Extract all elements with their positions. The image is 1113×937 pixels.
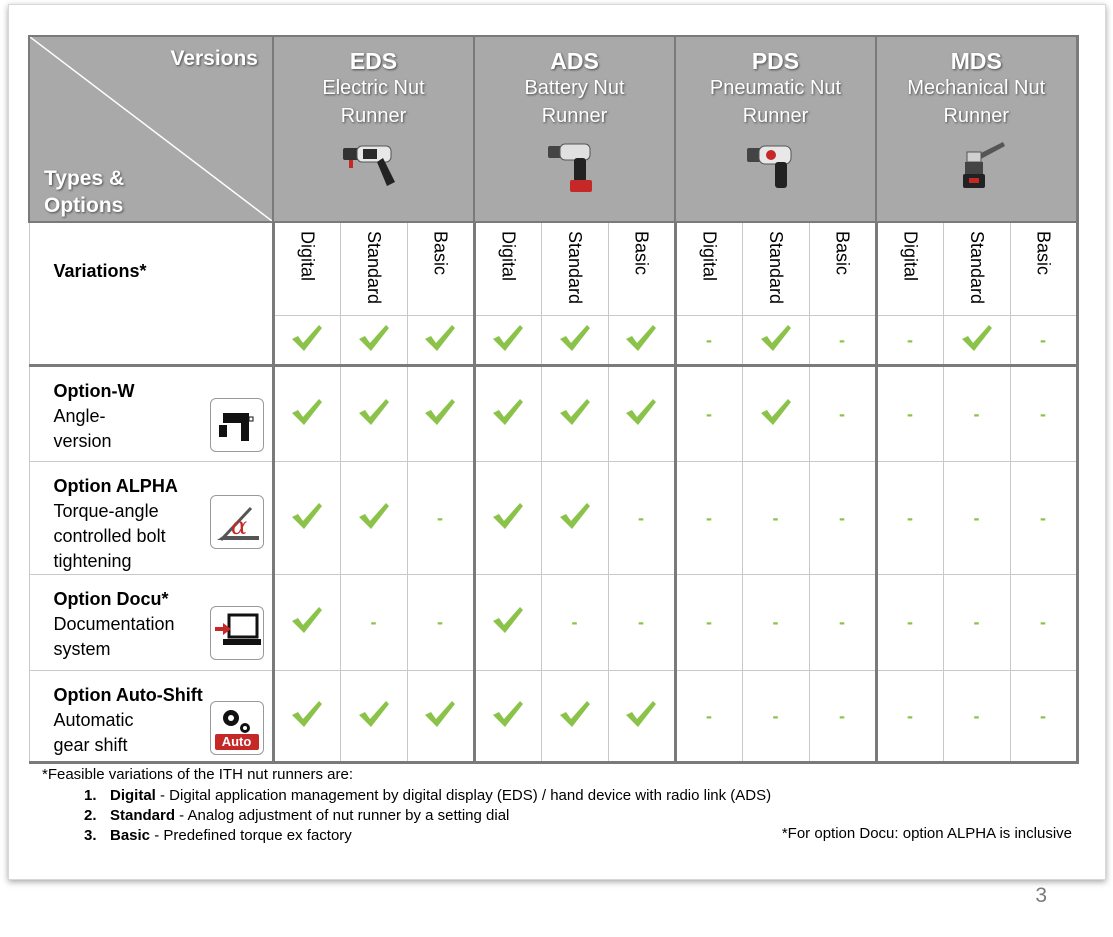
cell-not-available	[541, 575, 608, 671]
electric-nut-runner-image	[339, 138, 409, 196]
cell-supported	[340, 316, 407, 366]
dash-mark: -	[839, 705, 845, 726]
checkmark-icon	[491, 699, 525, 729]
cell-not-available	[809, 366, 876, 462]
dash-mark: -	[706, 507, 712, 528]
page-number: 3	[1035, 884, 1047, 907]
variation-name: Standard	[967, 231, 987, 305]
docu-footnote: *For option Docu: option ALPHA is inclusive	[781, 825, 1072, 842]
dash-mark: -	[973, 705, 980, 726]
version-code: MDS	[950, 48, 1002, 74]
laptop-icon	[210, 606, 264, 660]
versions-label: Versions	[170, 47, 258, 70]
cell-supported	[474, 671, 541, 763]
dash-mark: -	[638, 612, 644, 632]
option-label-cell	[29, 575, 273, 671]
variation-name: Digital	[498, 231, 519, 282]
version-code: ADS	[550, 48, 599, 74]
angle-wrench-icon	[210, 398, 264, 452]
types-options-label	[44, 165, 124, 219]
option-description-line: version	[53, 431, 112, 451]
footnotes	[42, 765, 771, 846]
option-title: Option ALPHA	[53, 476, 178, 496]
variation-name-cell	[876, 222, 943, 316]
cell-not-available	[943, 366, 1010, 462]
option-description-line: Automatic	[53, 710, 134, 730]
checkmark-icon	[624, 397, 658, 427]
cell-supported	[608, 366, 675, 462]
cell-not-available	[407, 575, 474, 671]
cell-not-available	[876, 575, 943, 671]
cell-not-available	[742, 671, 809, 763]
types-label: Types &	[44, 167, 125, 190]
dash-mark: -	[638, 507, 644, 528]
cell-supported	[474, 462, 541, 575]
dash-mark: -	[772, 612, 779, 632]
cell-not-available	[608, 462, 675, 575]
cell-not-available	[1010, 671, 1077, 763]
cell-not-available	[407, 462, 474, 575]
footnote-text: - Digital application management by digital display (EDS) / hand device with radio link (ADS)	[155, 787, 772, 804]
dash-mark: -	[907, 705, 913, 726]
option-description-line: system	[53, 639, 111, 659]
cell-supported	[541, 366, 608, 462]
checkmark-icon	[558, 699, 592, 729]
version-name-line: Pneumatic Nut	[709, 77, 842, 99]
footnote-item	[84, 806, 771, 826]
checkmark-icon	[357, 699, 391, 729]
footnote-intro: *Feasible variations of the ITH nut runners are:	[42, 766, 353, 783]
checkmark-icon	[491, 605, 525, 635]
option-title: Option Auto-Shift	[53, 685, 203, 705]
dash-mark: -	[772, 705, 779, 726]
variation-name-cell	[809, 222, 876, 316]
option-row	[29, 366, 1077, 462]
cell-supported	[273, 316, 340, 366]
option-label-cell	[29, 366, 273, 462]
cell-not-available	[340, 575, 407, 671]
cell-supported	[273, 462, 340, 575]
checkmark-icon	[960, 323, 994, 353]
option-label-cell	[29, 671, 273, 763]
variation-name-cell	[943, 222, 1010, 316]
option-label-cell	[29, 462, 273, 575]
dash-mark: -	[437, 612, 443, 632]
cell-supported	[340, 671, 407, 763]
variation-name: Standard	[766, 231, 786, 305]
cell-supported	[340, 462, 407, 575]
dash-mark: -	[973, 403, 980, 424]
checkmark-icon	[290, 397, 324, 427]
option-row	[29, 671, 1077, 763]
option-description-line: Angle-	[53, 406, 106, 426]
checkmark-icon	[558, 397, 592, 427]
cell-not-available	[809, 671, 876, 763]
dash-mark: -	[706, 403, 712, 424]
version-header-ads	[474, 36, 675, 222]
checkmark-icon	[491, 323, 525, 353]
variation-name-cell	[273, 222, 340, 316]
dash-mark: -	[437, 507, 443, 528]
auto-label: Auto	[221, 734, 252, 749]
gears-auto-icon	[210, 701, 264, 755]
checkmark-icon	[491, 397, 525, 427]
dash-mark: -	[839, 329, 845, 350]
checkmark-icon	[357, 501, 391, 531]
cell-supported	[474, 575, 541, 671]
option-title: Option-W	[53, 381, 135, 401]
cell-supported	[541, 316, 608, 366]
dash-mark: -	[839, 507, 845, 528]
checkmark-icon	[290, 323, 324, 353]
cell-not-available	[675, 316, 742, 366]
version-name-line: Runner	[943, 105, 1010, 127]
cell-supported	[273, 671, 340, 763]
cell-not-available	[943, 671, 1010, 763]
battery-nut-runner-image	[540, 138, 610, 196]
mechanical-nut-runner-image	[941, 138, 1011, 196]
cell-not-available	[1010, 366, 1077, 462]
cell-not-available	[1010, 575, 1077, 671]
footnote-number: 1.	[84, 787, 97, 804]
cell-not-available	[809, 575, 876, 671]
cell-supported	[608, 671, 675, 763]
cell-not-available	[675, 671, 742, 763]
version-code: PDS	[751, 48, 800, 74]
option-description-line: gear shift	[53, 735, 128, 755]
cell-supported	[943, 316, 1010, 366]
version-code: EDS	[349, 48, 398, 74]
version-name-line: Runner	[541, 105, 608, 127]
cell-not-available	[742, 575, 809, 671]
dash-mark: -	[706, 329, 712, 350]
cell-not-available	[608, 575, 675, 671]
checkmark-icon	[357, 397, 391, 427]
version-name-line: Runner	[742, 105, 809, 127]
checkmark-icon	[491, 501, 525, 531]
version-header-eds	[273, 36, 474, 222]
dash-mark: -	[907, 507, 913, 528]
footnote-number: 3.	[84, 827, 97, 844]
variation-name-cell	[675, 222, 742, 316]
option-description-line: Torque-angle	[53, 501, 159, 521]
variation-name-cell	[742, 222, 809, 316]
cell-supported	[340, 366, 407, 462]
option-description-line: controlled bolt	[53, 526, 166, 546]
option-description-line: tightening	[53, 551, 132, 571]
variation-name-cell	[474, 222, 541, 316]
option-title: Option Docu*	[53, 589, 169, 609]
dash-mark: -	[571, 612, 578, 632]
variation-name: Basic	[832, 231, 853, 276]
checkmark-icon	[558, 501, 592, 531]
footnote-term: Digital	[110, 787, 156, 804]
dash-mark: -	[839, 612, 845, 632]
version-name-line: Runner	[340, 105, 407, 127]
corner-header	[29, 36, 273, 222]
footnote-term: Standard	[110, 807, 176, 824]
cell-not-available	[876, 462, 943, 575]
cell-supported	[742, 366, 809, 462]
version-header-pds	[675, 36, 876, 222]
cell-not-available	[943, 575, 1010, 671]
cell-supported	[541, 671, 608, 763]
variation-name-cell	[541, 222, 608, 316]
checkmark-icon	[290, 501, 324, 531]
checkmark-icon	[759, 323, 793, 353]
dash-mark: -	[907, 329, 913, 350]
cell-not-available	[876, 316, 943, 366]
version-name-line: Mechanical Nut	[907, 77, 1046, 99]
cell-not-available	[809, 316, 876, 366]
options-table	[28, 35, 1079, 764]
checkmark-icon	[423, 699, 457, 729]
cell-supported	[474, 366, 541, 462]
checkmark-icon	[357, 323, 391, 353]
variation-name: Basic	[631, 231, 652, 276]
cell-not-available	[675, 462, 742, 575]
checkmark-icon	[423, 397, 457, 427]
dash-mark: -	[973, 507, 980, 528]
dash-mark: -	[1040, 507, 1046, 528]
dash-mark: -	[772, 507, 779, 528]
cell-not-available	[809, 462, 876, 575]
dash-mark: -	[1040, 403, 1046, 424]
cell-not-available	[943, 462, 1010, 575]
footnote-item	[84, 786, 772, 806]
option-row	[29, 462, 1077, 575]
checkmark-icon	[423, 323, 457, 353]
cell-not-available	[876, 671, 943, 763]
dash-mark: -	[1040, 329, 1046, 350]
variation-name-cell	[340, 222, 407, 316]
variation-name-cell	[407, 222, 474, 316]
checkmark-icon	[624, 699, 658, 729]
variation-name-cell	[608, 222, 675, 316]
cell-supported	[407, 316, 474, 366]
version-name-line: Battery Nut	[524, 77, 625, 99]
dash-mark: -	[839, 403, 845, 424]
variation-name: Basic	[430, 231, 451, 276]
cell-not-available	[675, 575, 742, 671]
cell-not-available	[1010, 462, 1077, 575]
alpha-angle-icon	[210, 495, 264, 549]
variation-name: Digital	[900, 231, 921, 282]
cell-supported	[273, 366, 340, 462]
dash-mark: -	[1040, 612, 1046, 632]
variation-name: Digital	[297, 231, 318, 282]
variation-name: Digital	[699, 231, 720, 282]
checkmark-icon	[759, 397, 793, 427]
cell-supported	[407, 671, 474, 763]
checkmark-icon	[624, 323, 658, 353]
cell-not-available	[742, 462, 809, 575]
variations-label: Variations*	[53, 261, 147, 281]
footnote-text: - Predefined torque ex factory	[150, 827, 352, 844]
checkmark-icon	[290, 699, 324, 729]
variation-name: Standard	[565, 231, 585, 305]
cell-supported	[474, 316, 541, 366]
cell-not-available	[675, 366, 742, 462]
dash-mark: -	[907, 612, 913, 632]
variation-name: Basic	[1033, 231, 1054, 276]
version-header-mds	[876, 36, 1077, 222]
comparison-matrix	[28, 35, 1079, 764]
variation-name: Standard	[364, 231, 384, 305]
cell-not-available	[876, 366, 943, 462]
footnote-item	[84, 826, 771, 846]
dash-mark: -	[706, 705, 712, 726]
cell-supported	[608, 316, 675, 366]
cell-supported	[541, 462, 608, 575]
footnote-number: 2.	[84, 807, 97, 824]
option-row	[29, 575, 1077, 671]
checkmark-icon	[290, 605, 324, 635]
dash-mark: -	[973, 612, 980, 632]
footnote-term: Basic	[110, 827, 151, 844]
dash-mark: -	[1040, 705, 1046, 726]
svg-text:α: α	[230, 512, 247, 540]
cell-supported	[407, 366, 474, 462]
cell-not-available	[1010, 316, 1077, 366]
variation-name-cell	[1010, 222, 1077, 316]
pneumatic-nut-runner-image	[741, 138, 811, 196]
cell-supported	[273, 575, 340, 671]
options-label: Options	[44, 194, 124, 217]
variations-row-label	[29, 222, 273, 366]
dash-mark: -	[706, 612, 712, 632]
dash-mark: -	[370, 612, 377, 632]
option-description-line: Documentation	[53, 614, 175, 634]
cell-supported	[742, 316, 809, 366]
footnote-text: - Analog adjustment of nut runner by a setting dial	[175, 807, 510, 824]
version-name-line: Electric Nut	[322, 77, 425, 99]
dash-mark: -	[907, 403, 913, 424]
checkmark-icon	[558, 323, 592, 353]
